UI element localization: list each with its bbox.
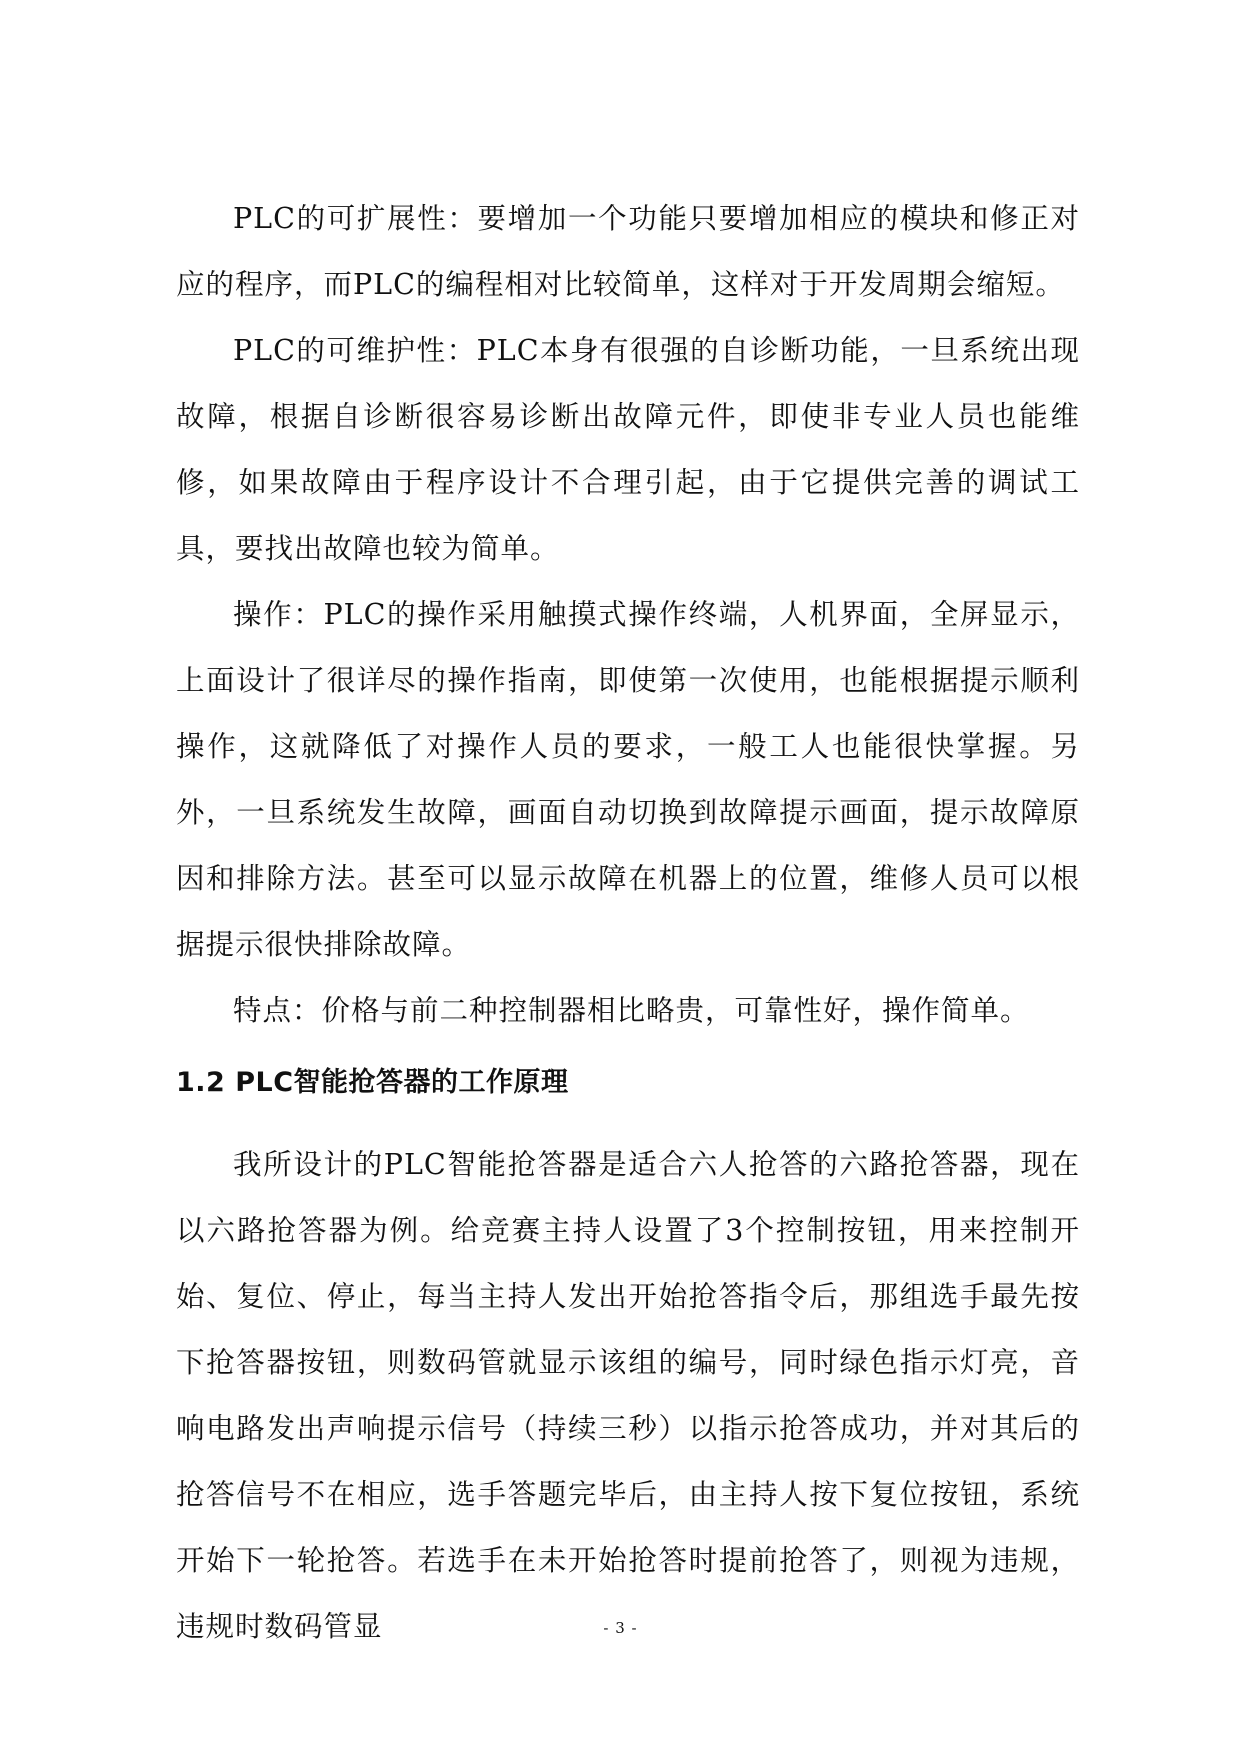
paragraph-operation: 操作：PLC的操作采用触摸式操作终端，人机界面，全屏显示，上面设计了很详尽的操作指南，即使第一次使用，也能根据提示顺利操作，这就降低了对操作人员的要求，一般工人也能很快掌握。另外，一旦系统发生故障，画面自动切换到故障提示画面，提示故障原因和排除方法。甚至可以显示故障在机器上的位置，维修人员可以根据提示很快排除故障。 [176, 598, 1080, 961]
paragraph-features: 特点：价格与前二种控制器相比略贵，可靠性好，操作简单。 [233, 994, 1030, 1027]
page-number: - 3 - [603, 1619, 638, 1637]
section-heading: 1.2 PLC智能抢答器的工作原理 [176, 1067, 569, 1098]
paragraph-scalability: PLC的可扩展性：要增加一个功能只要增加相应的模块和修正对应的程序，而PLC的编程相对比较简单，这样对于开发周期会缩短。 [176, 202, 1080, 301]
document-page [176, 186, 1080, 1660]
paragraph-maintainability: PLC的可维护性：PLC本身有很强的自诊断功能，一旦系统出现故障，根据自诊断很容易诊断出故障元件，即使非专业人员也能维修，如果故障由于程序设计不合理引起，由于它提供完善的调试工具，要找出故障也较为简单。 [176, 334, 1080, 565]
paragraph-working-principle: 我所设计的PLC智能抢答器是适合六人抢答的六路抢答器，现在以六路抢答器为例。给竞赛主持人设置了3个控制按钮，用来控制开始、复位、停止，每当主持人发出开始抢答指令后，那组选手最先按下抢答器按钮，则数码管就显示该组的编号，同时绿色指示灯亮，音响电路发出声响提示信号（持续三秒）以指示抢答成功，并对其后的抢答信号不在相应，选手答题完毕后，由主持人按下复位按钮，系统开始下一轮抢答。若选手在未开始抢答时提前抢答了，则视为违规，违规时数码管显 [176, 1148, 1080, 1643]
